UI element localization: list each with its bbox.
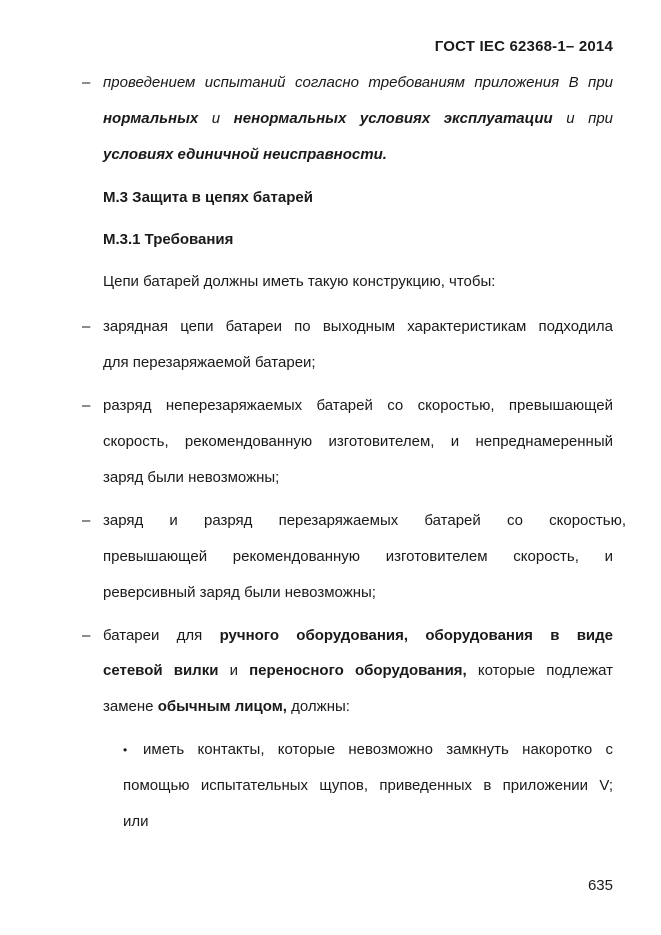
list-dash: – [82, 512, 91, 529]
section-heading: М.3 Защита в цепях батарей [103, 189, 313, 206]
para1-line3: условиях единичной неисправности. [103, 146, 387, 163]
subitem1-line2: помощью испытательных щупов, приведенных в приложении V; [123, 777, 613, 794]
term-normal: нормальных [103, 110, 199, 127]
subsection-heading: М.3.1 Требования [103, 231, 234, 248]
item3-line1: заряд и разряд перезаряжаемых батарей со скоростью, [103, 512, 626, 529]
document-header: ГОСТ IEC 62368-1– 2014 [434, 38, 613, 55]
item3-line2: превышающей рекомендованную изготовителем скорость, и [103, 548, 613, 565]
list-dash: – [82, 397, 91, 414]
intro-text: Цепи батарей должны иметь такую конструкцию, чтобы: [103, 273, 496, 290]
item2-line2: скорость, рекомендованную изготовителем, и непреднамеренный [103, 433, 613, 450]
term-equipment-types: ручного оборудования, оборудования в виде [219, 627, 614, 644]
item4-text: батареи для [103, 627, 203, 644]
item4-line3 [103, 698, 613, 716]
item2-line1: разряд неперезаряжаемых батарей со скоростью, превышающей [103, 397, 613, 414]
item2-line3: заряд были невозможны; [103, 469, 280, 486]
term-plug: сетевой вилки [103, 662, 219, 679]
para1-word: и [211, 110, 221, 127]
item3-line3: реверсивный заряд были невозможны; [103, 584, 376, 601]
item4-line2 [103, 662, 613, 680]
page-number: 635 [587, 877, 613, 894]
item1-line2: для перезаряжаемой батареи; [103, 354, 316, 371]
item4-text: которые подлежат [477, 662, 613, 679]
item4-line1 [103, 627, 613, 645]
term-abnormal: ненормальных условиях эксплуатации [233, 110, 553, 127]
item4-text: и [229, 662, 238, 679]
item1-line1: зарядная цепи батареи по выходным характеристикам подходила [103, 318, 613, 335]
para1-word: и при [566, 110, 614, 127]
list-dash: – [82, 627, 91, 644]
term-ordinary-person: обычным лицом, [157, 698, 287, 715]
para1-line2 [103, 110, 613, 128]
subitem1-line3: или [123, 813, 149, 830]
subitem1-line1: иметь контакты, которые невозможно замкнуть накоротко с [143, 741, 613, 758]
list-dash: – [82, 318, 91, 335]
bullet-icon: • [123, 743, 128, 757]
para1-line1: проведением испытаний согласно требованиям приложения В при [103, 74, 613, 91]
list-dash: – [82, 74, 91, 91]
term-portable: переносного оборудования, [249, 662, 467, 679]
item4-text: замене [103, 698, 154, 715]
item4-text: должны: [291, 698, 350, 715]
